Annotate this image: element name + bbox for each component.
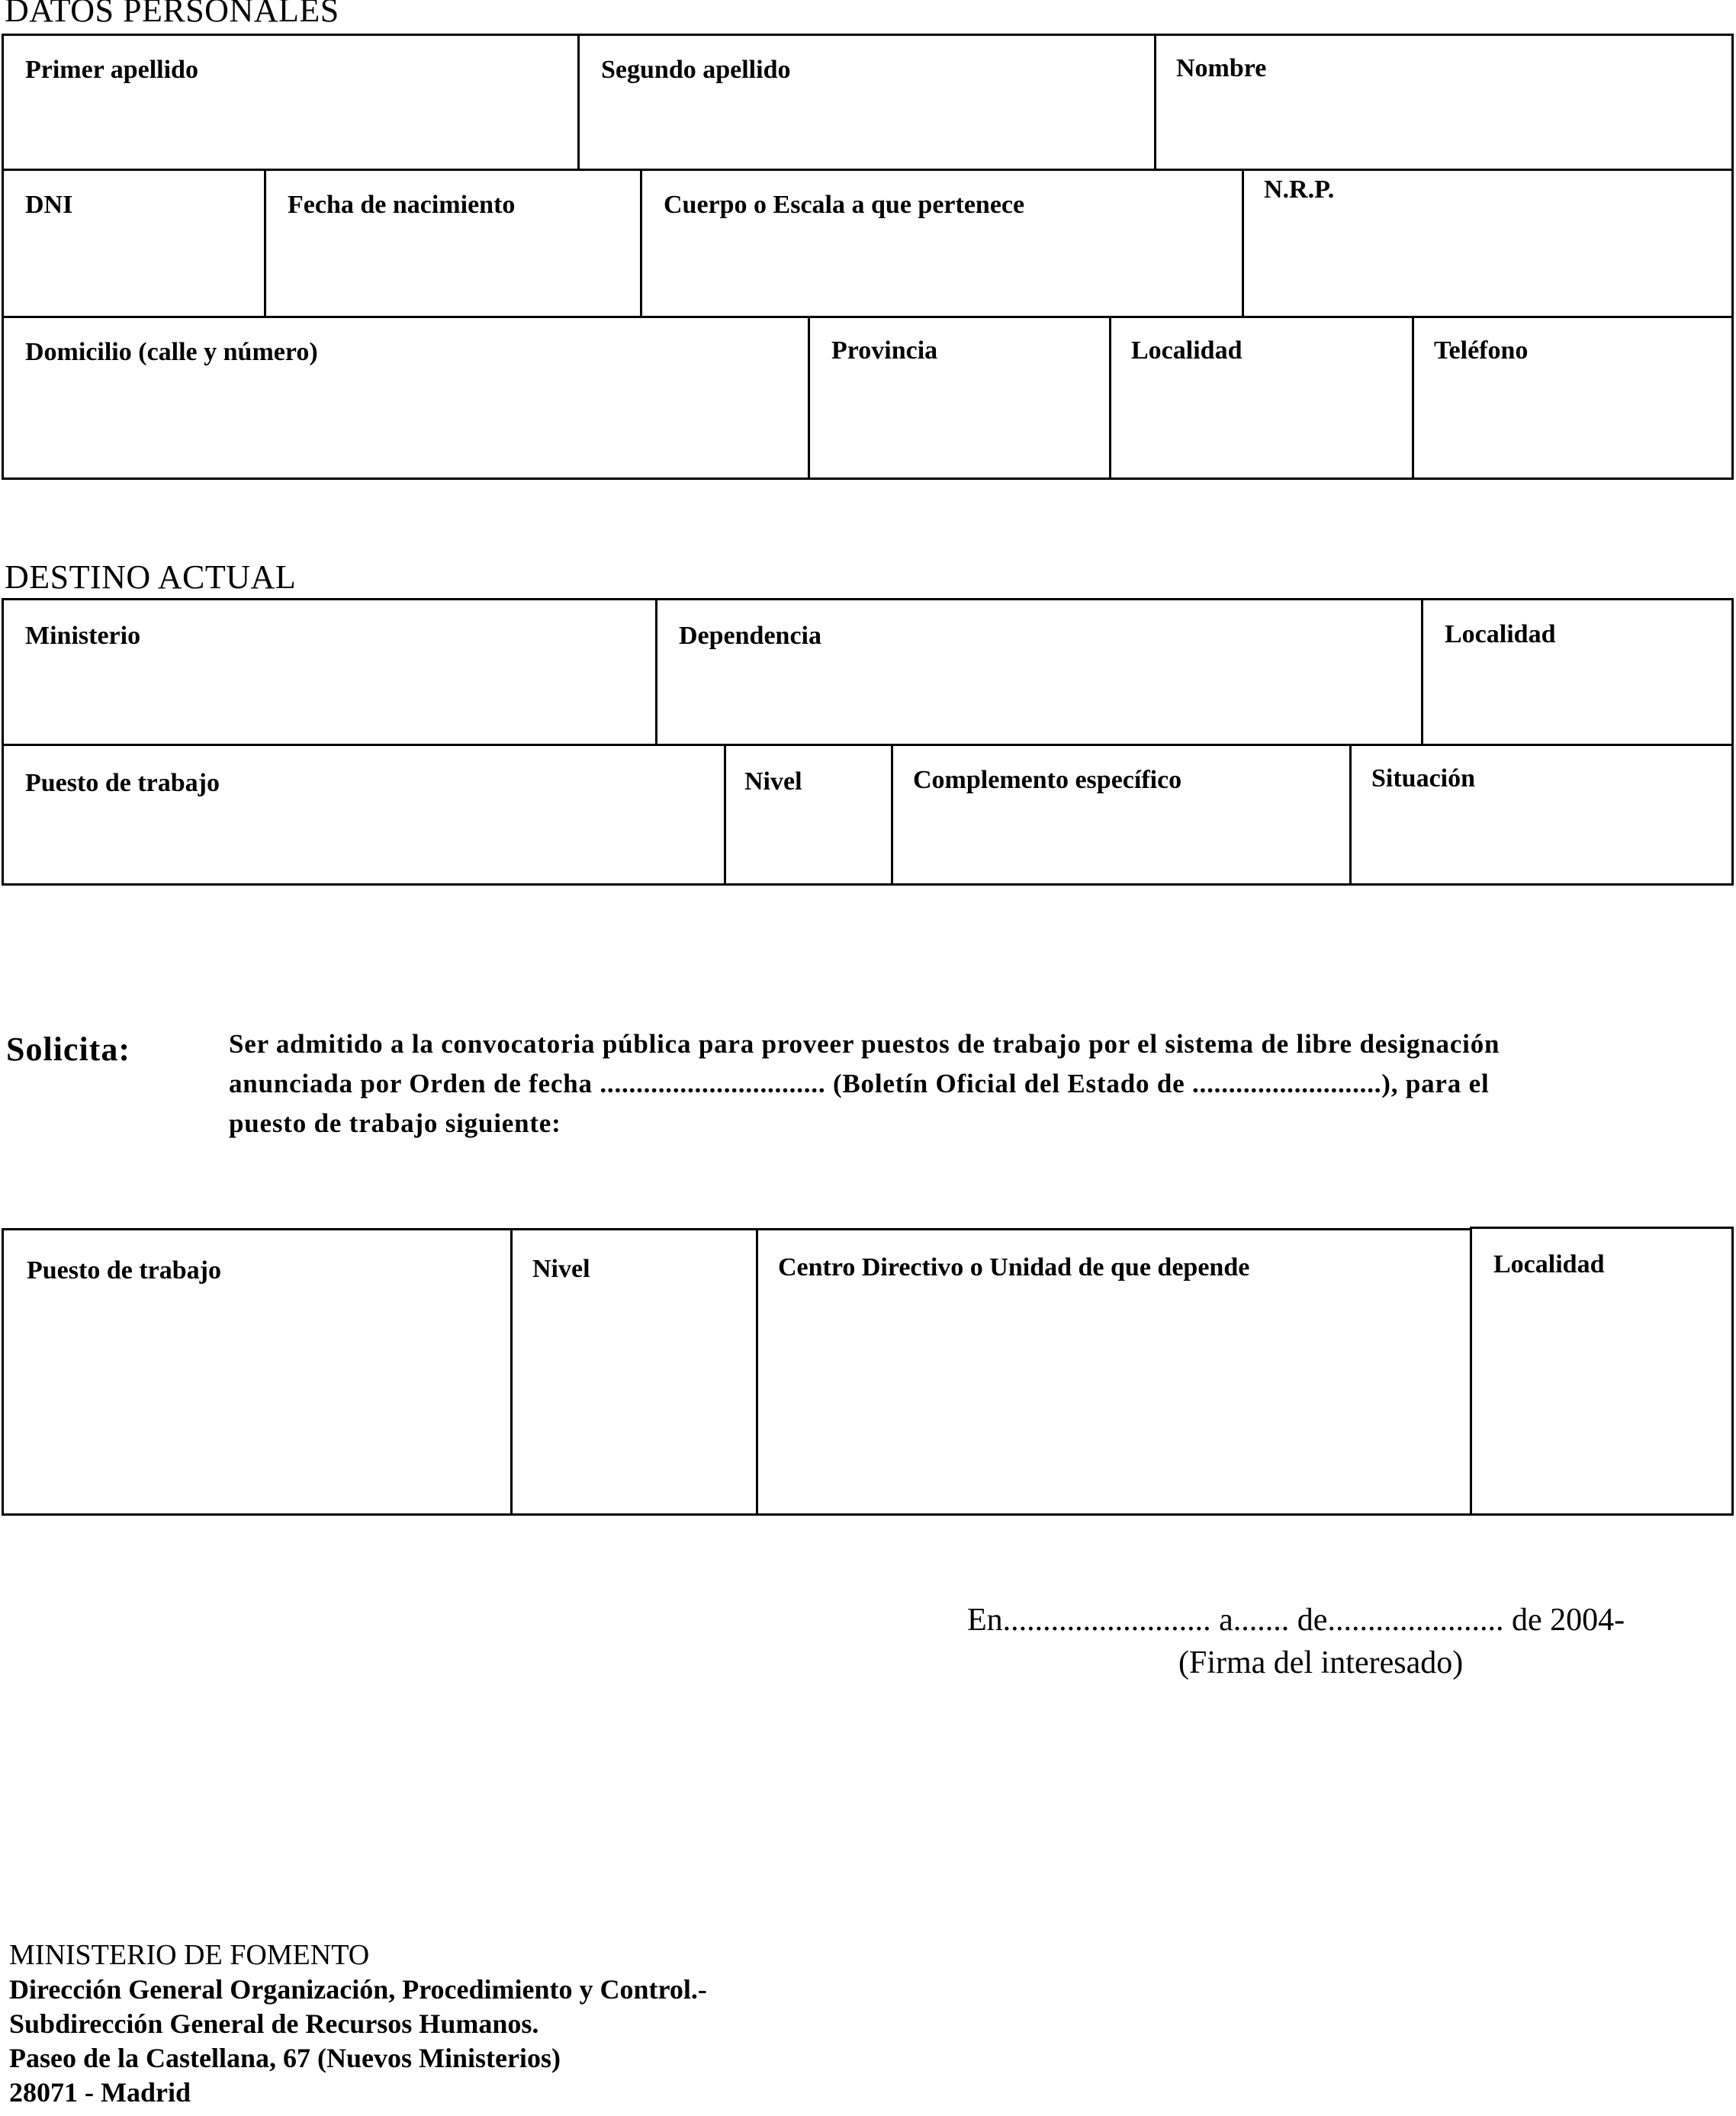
field-puesto-trabajo-actual[interactable] — [2, 744, 726, 886]
field-telefono[interactable] — [1412, 316, 1734, 480]
label-situacion: Situación — [1371, 764, 1476, 793]
field-domicilio[interactable] — [2, 316, 810, 480]
label-puesto-trabajo-actual: Puesto de trabajo — [25, 769, 220, 797]
label-centro-directivo: Centro Directivo o Unidad de que depende — [778, 1253, 1250, 1281]
field-nivel-solicitado[interactable] — [510, 1228, 758, 1516]
address-subdireccion: Subdirección General de Recursos Humanos. — [9, 2008, 539, 2039]
field-puesto-trabajo-solicitado[interactable] — [2, 1228, 513, 1516]
field-dni[interactable] — [2, 169, 266, 318]
field-nrp[interactable] — [1242, 169, 1734, 318]
label-nrp: N.R.P. — [1264, 175, 1335, 204]
label-telefono: Teléfono — [1434, 336, 1529, 365]
field-localidad-destino[interactable] — [1421, 598, 1734, 746]
label-domicilio: Domicilio (calle y número) — [25, 338, 318, 366]
field-primer-apellido[interactable] — [2, 34, 580, 171]
address-ministerio: MINISTERIO DE FOMENTO — [9, 1939, 370, 1971]
label-fecha-nacimiento: Fecha de nacimiento — [288, 191, 516, 219]
field-nombre[interactable] — [1154, 34, 1734, 171]
field-situacion[interactable] — [1349, 744, 1734, 886]
address-block — [9, 1938, 707, 2110]
solicita-line-1: Ser admitido a la convocatoria pública para proveer puestos de trabajo por el sistema de libre designación — [229, 1029, 1500, 1059]
solicita-text — [229, 1024, 1733, 1143]
solicita-line-3: puesto de trabajo siguiente: — [229, 1108, 561, 1138]
firma-line: En.......................... a....... de...................... de 2004- — [967, 1603, 1625, 1638]
label-localidad-personal: Localidad — [1131, 336, 1243, 365]
firma-caption: (Firma del interesado) — [1178, 1645, 1464, 1680]
field-nivel-actual[interactable] — [724, 744, 893, 886]
address-direccion-general: Dirección General Organización, Procedimiento y Control.- — [9, 1974, 707, 2005]
label-cuerpo-escala: Cuerpo o Escala a que pertenece — [664, 191, 1025, 219]
field-segundo-apellido[interactable] — [577, 34, 1156, 171]
label-nivel-actual: Nivel — [744, 767, 802, 796]
label-ministerio: Ministerio — [25, 622, 141, 650]
label-segundo-apellido: Segundo apellido — [601, 56, 791, 84]
label-puesto-trabajo-solicitado: Puesto de trabajo — [27, 1256, 221, 1285]
solicita-label: Solicita: — [6, 1031, 130, 1068]
field-complemento-especifico[interactable] — [891, 744, 1352, 886]
field-ministerio[interactable] — [2, 598, 657, 746]
field-centro-directivo[interactable] — [756, 1228, 1472, 1516]
label-dependencia: Dependencia — [679, 622, 821, 650]
address-postal: 28071 - Madrid — [9, 2077, 191, 2108]
label-dni: DNI — [25, 191, 73, 219]
address-street: Paseo de la Castellana, 67 (Nuevos Ministerios) — [9, 2043, 561, 2073]
field-dependencia[interactable] — [655, 598, 1423, 746]
section-title-destino-actual: DESTINO ACTUAL — [5, 558, 297, 596]
field-fecha-nacimiento[interactable] — [264, 169, 642, 318]
field-cuerpo-escala[interactable] — [640, 169, 1244, 318]
label-primer-apellido: Primer apellido — [25, 56, 198, 84]
solicita-line-2: anunciada por Orden de fecha ............................... (Boletín Oficial del Estado de ..........................), para el — [229, 1069, 1490, 1098]
label-complemento-especifico: Complemento específico — [913, 766, 1182, 794]
label-nivel-solicitado: Nivel — [532, 1255, 590, 1283]
field-provincia[interactable] — [808, 316, 1111, 480]
section-title-datos-personales: DATOS PERSONALES — [5, 0, 339, 29]
label-provincia: Provincia — [831, 336, 938, 365]
field-localidad-personal[interactable] — [1109, 316, 1414, 480]
label-localidad-solicitado: Localidad — [1493, 1250, 1605, 1278]
label-nombre: Nombre — [1176, 54, 1267, 82]
label-localidad-destino: Localidad — [1445, 620, 1556, 648]
field-localidad-solicitado[interactable] — [1470, 1227, 1734, 1516]
